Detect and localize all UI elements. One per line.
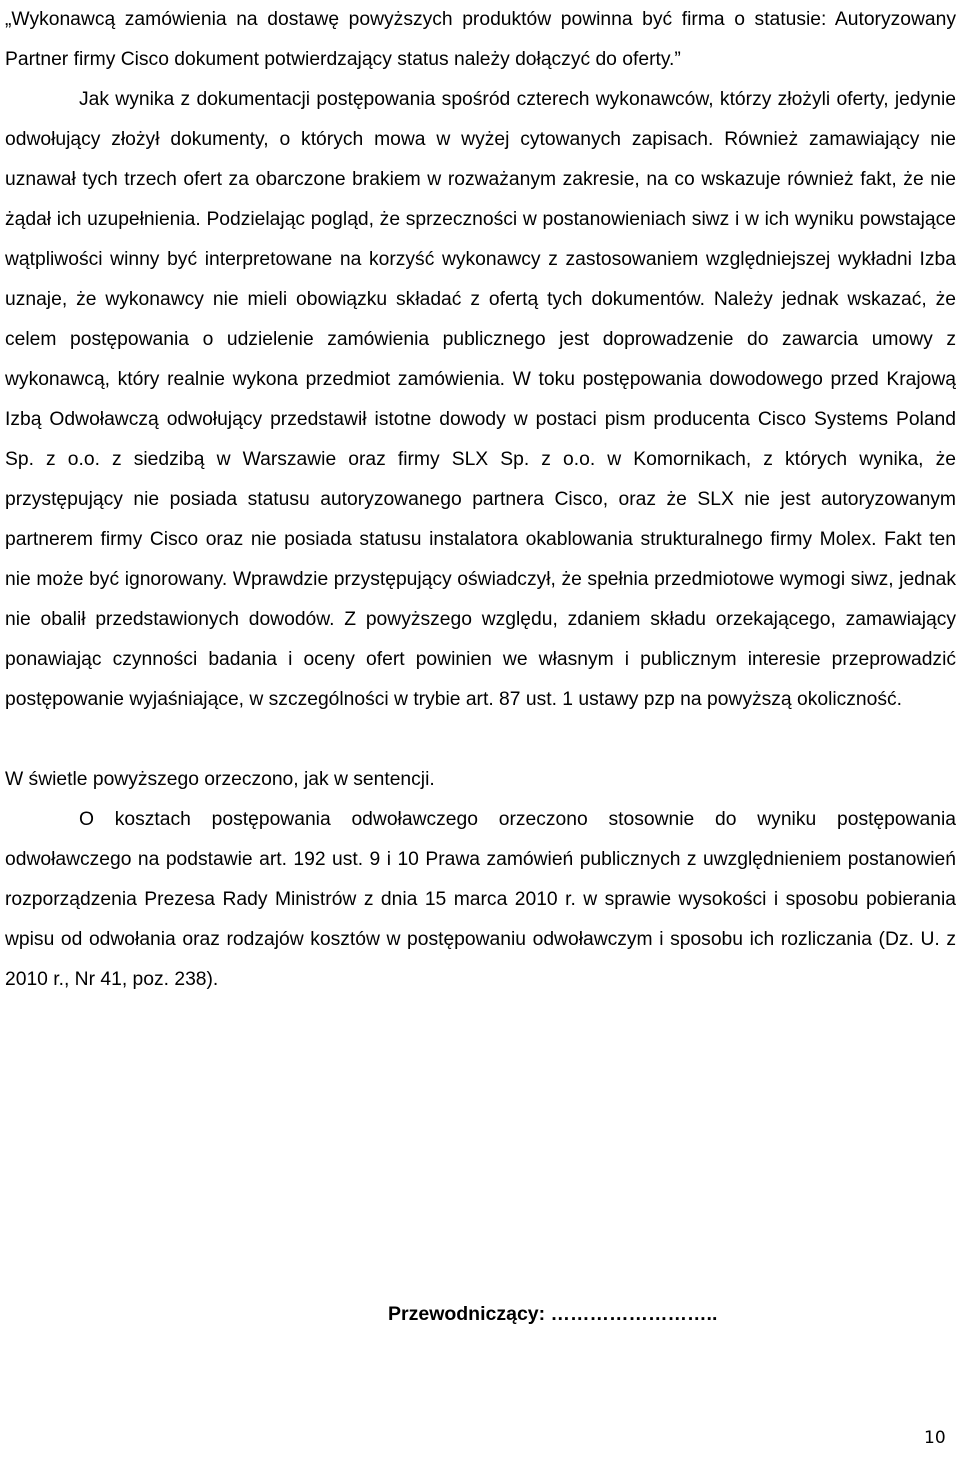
document-body	[5, 0, 956, 1000]
paragraph-costs: O kosztach postępowania odwoławczego orzeczono stosownie do wyniku postępowania odwoławczego na podstawie art. 192 ust. 9 i 10 Prawa zamówień publicznych z uwzględnieniem postanowień rozporządzenia Prezesa Rady Ministrów z dnia 15 marca 2010 r. w sprawie wysokości i sposobu pobierania wpisu od odwołania oraz rodzajów kosztów w postępowaniu odwoławczym i sposobu ich rozliczania (Dz. U. z 2010 r., Nr 41, poz. 238).	[5, 809, 956, 990]
page-number: 10	[924, 1428, 946, 1448]
paragraph-reasoning: Jak wynika z dokumentacji postępowania spośród czterech wykonawców, którzy złożyli oferty, jedynie odwołujący złożył dokumenty, o których mowa w wyżej cytowanych zapisach. Również zamawiający nie uznawał tych trzech ofert za obarczone brakiem w rozważanym zakresie, na co wskazuje również fakt, że nie żądał ich uzupełnienia. Podzielając pogląd, że sprzeczności w postanowieniach siwz i w ich wyniku powstające wątpliwości winny być interpretowane na korzyść wykonawcy z zastosowaniem względniejszej wykładni Izba uznaje, że wykonawcy nie mieli obowiązku składać z ofertą tych dokumentów. Należy jednak wskazać, że celem postępowania o udzielenie zamówienia publicznego jest doprowadzenie do zawarcia umowy z wykonawcą, który realnie wykona przedmiot zamówienia. W toku postępowania dowodowego przed Krajową Izbą Odwoławczą odwołujący przedstawił istotne dowody w postaci pism producenta Cisco Systems Poland Sp. z o.o. z siedzibą w Warszawie oraz firmy SLX Sp. z o.o. w Komornikach, z których wynika, że przystępujący nie posiada statusu autoryzowanego partnera Cisco, oraz że SLX nie jest autoryzowanym partnerem firmy Cisco oraz nie posiada statusu instalatora okablowania strukturalnego firmy Molex. Fakt ten nie może być ignorowany. Wprawdzie przystępujący oświadczył, że spełnia przedmiotowe wymogi siwz, jednak nie obalił przedstawionych dowodów. Z powyższego względu, zdaniem składu orzekającego, zamawiający ponawiając czynności badania i oceny ofert powinien we własnym i publicznym interesie przeprowadzić postępowanie wyjaśniające, w szczególności w trybie art. 87 ust. 1 ustawy pzp na powyższą okoliczność.	[5, 89, 956, 710]
paragraph-ruling: W świetle powyższego orzeczono, jak w sentencji.	[5, 769, 435, 790]
chairman-signature-line: Przewodniczący: ……………………..	[388, 1303, 718, 1325]
paragraph-quote: „Wykonawcą zamówienia na dostawę powyższych produktów powinna być firma o statusie: Autoryzowany Partner firmy Cisco dokument potwierdzający status należy dołączyć do oferty.”	[5, 9, 956, 70]
paragraph-gap	[5, 720, 956, 760]
